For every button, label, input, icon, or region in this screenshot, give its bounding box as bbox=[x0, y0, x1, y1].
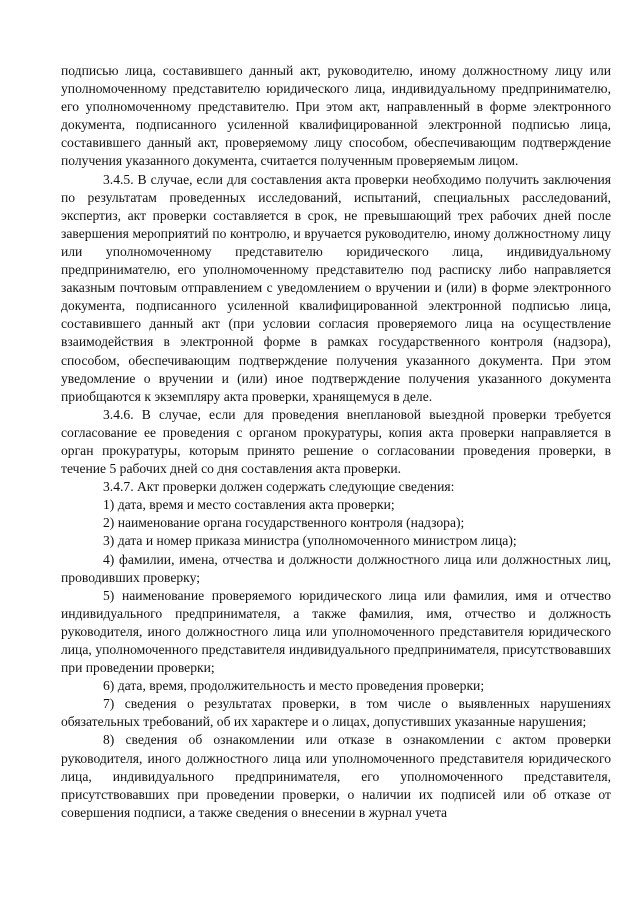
paragraph-3-4-7: 3.4.7. Акт проверки должен содержать следующие сведения: bbox=[103, 479, 455, 495]
paragraph-continuation: подписью лица, составившего данный акт, руководителю, иному должностному лицу или уполномоченному представителю юридического лица, индивидуальному предпринимателю, его уполномоченному представителю. При этом акт, направленный в форме электронного документа, подписанного усиленной квалифицированной электронной подписью лица, составившего данный акт, проверяемому лицу способом, обеспечивающим подтверждение получения указанного документа, считается полученным проверяемым лицом. bbox=[61, 63, 611, 169]
list-item-6: 6) дата, время, продолжительность и место проведения проверки; bbox=[103, 678, 485, 694]
list-item-8: 8) сведения об ознакомлении или отказе в ознакомлении с актом проверки руководителя, иного должностного лица или уполномоченного представителя юридического лица, индивидуального предпринимателя, его уполномоченного представителя, присутствовавших при проведении проверки, о наличии их подписей или об отказе от совершения подписи, а также сведения о внесении в журнал учета bbox=[61, 732, 611, 820]
list-item-5: 5) наименование проверяемого юридического лица или фамилия, имя и отчество индивидуального предпринимателя, а также фамилия, имя, отчество и должность руководителя, иного должностного лица или уполномоченного представителя юридического лица, уполномоченного представителя индивидуального предпринимателя, присутствовавших при проведении проверки; bbox=[61, 587, 611, 676]
paragraph-3-4-5: 3.4.5. В случае, если для составления акта проверки необходимо получить заключения по результатам проведенных исследований, испытаний, специальных расследований, экспертиз, акт проверки составляется в срок, не превышающий трех рабочих дней после завершения мероприятий по контролю, и вручается руководителю, иному должностному лицу или уполномоченному представителю юридического лица, индивидуальному предпринимателю, его уполномоченному представителю под расписку либо направляется заказным почтовым отправлением с уведомлением о вручении и (или) в форме электронного документа, подписанного усиленной квалифицированной электронной подписью лица, составившего данный акт (при условии согласия проверяемого лица на осуществление взаимодействия в электронной форме в рамках государственного контроля (надзора), способом, обеспечивающим подтверждение получения указанного документа. При этом уведомление о вручении и (или) иное подтверждение получения указанного документа приобщаются к экземпляру акта проверки, хранящемуся в деле. bbox=[61, 171, 611, 404]
list-item-1: 1) дата, время и место составления акта проверки; bbox=[103, 497, 395, 513]
paragraph-3-4-6: 3.4.6. В случае, если для проведения внеплановой выездной проверки требуется согласование ее проведения с органом прокуратуры, копия акта проверки направляется в орган прокуратуры, которым принято решение о согласовании проведения проверки, в течение 5 рабочих дней со дня составления акта проверки. bbox=[61, 406, 611, 477]
list-item-4: 4) фамилии, имена, отчества и должности должностного лица или должностных лиц, проводивших проверку; bbox=[61, 551, 611, 585]
list-item-2: 2) наименование органа государственного контроля (надзора); bbox=[103, 515, 465, 531]
list-item-3: 3) дата и номер приказа министра (уполномоченного министром лица); bbox=[103, 533, 517, 549]
list-item-7: 7) сведения о результатах проверки, в том числе о выявленных нарушениях обязательных требований, об их характере и о лицах, допустивших указанные нарушения; bbox=[61, 696, 611, 730]
document-page bbox=[61, 62, 611, 822]
